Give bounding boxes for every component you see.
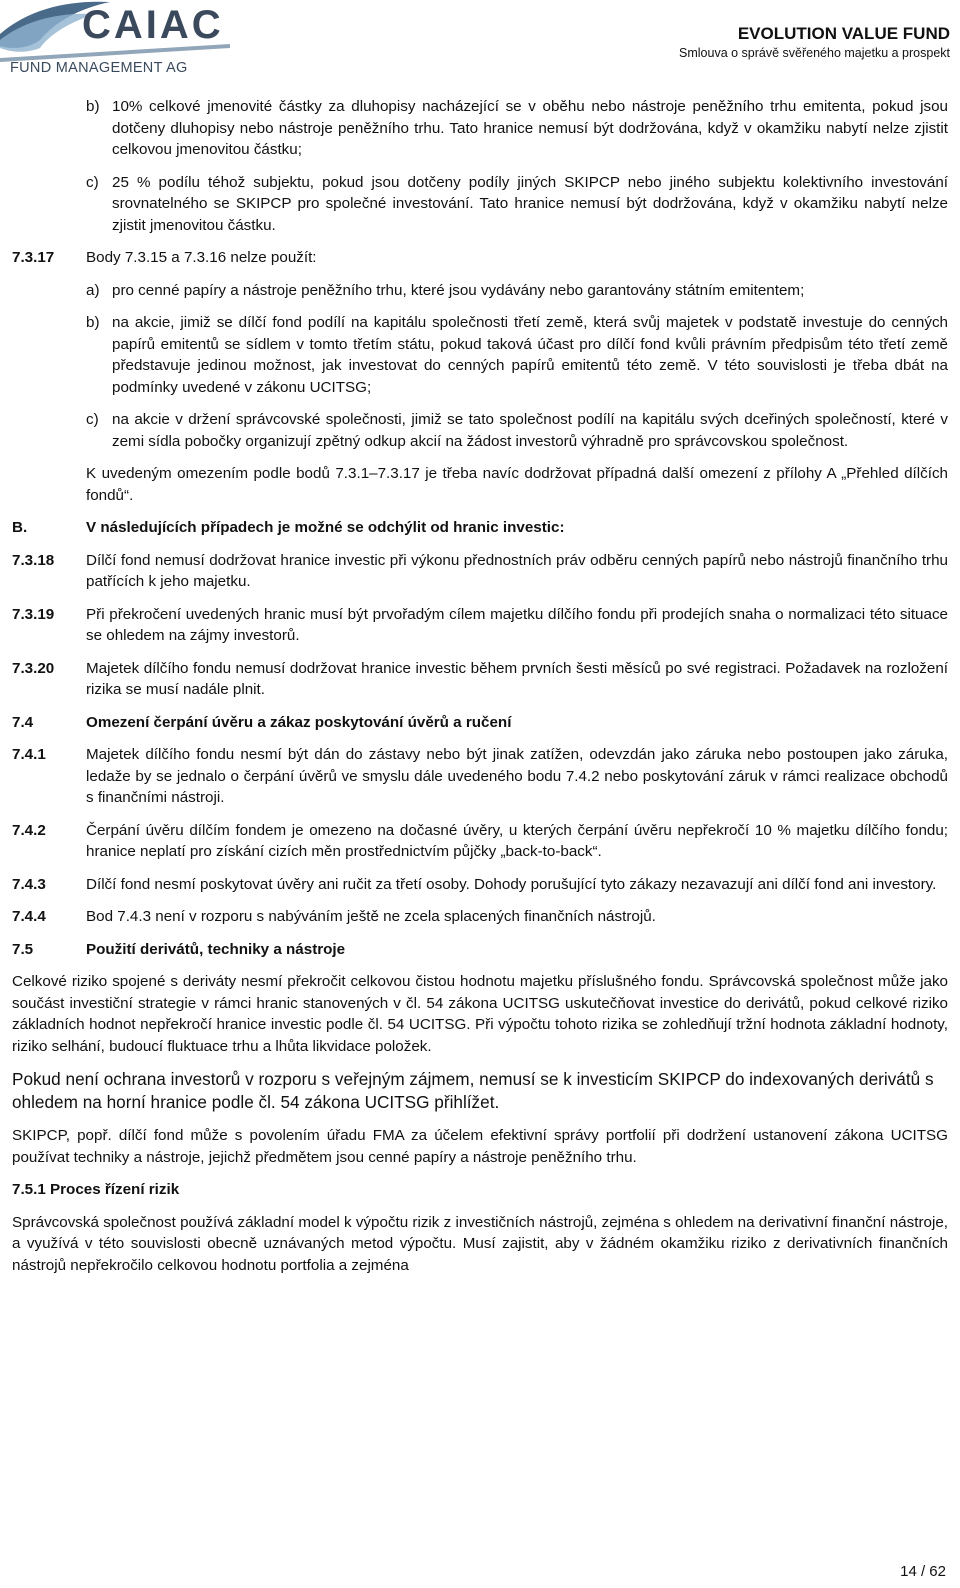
section-7-4-heading: 7.4 Omezení čerpání úvěru a zákaz poskytování úvěrů a ručení [12,713,512,731]
list-item: a) pro cenné papíry a nástroje peněžního trhu, které jsou vydávány nebo garantovány státním emitentem; [86,281,805,299]
section-b-heading: B. V následujících případech je možné se odchýlit od hranic investic: [12,519,565,536]
page-number: 14 / 62 [900,1563,946,1580]
clause-7-4-3: 7.4.3 Dílčí fond nesmí poskytovat úvěry ani ručit za třetí osoby. Dohody porušující tyto zákazy nezavazují ani dílčí fond ani investory. [12,875,937,893]
logo-subtitle: FUND MANAGEMENT AG [10,60,188,76]
logo-text: CAIAC [82,3,224,47]
fund-title: EVOLUTION VALUE FUND [737,24,950,43]
list-item: c) 25 % podílu téhož subjektu, pokud jsou dotčeny podíly jiných SKIPCP nebo jiného subjektu kolektivního investování srovnatelného se SKIPCP pro společné investování. Tato hranice nemusí být dodržována, když v okamžiku nabytí nelze zjistit jmenovitou částku. [86,173,948,234]
clause-7-3-17: 7.3.17 Body 7.3.15 a 7.3.16 nelze použít: [12,249,317,266]
section-7-5-heading: 7.5 Použití derivátů, techniky a nástroje [12,940,346,958]
clause-7-3-18: 7.3.18 Dílčí fond nemusí dodržovat hranice investic při výkonu přednostních práv odběru cenných papírů nebo nástrojů finančního trhu patřících k jeho majetku. [12,551,948,590]
limits-note: K uvedeným omezením podle bodů 7.3.1–7.3.17 je třeba navíc dodržovat případná další omezení z přílohy A „Přehled dílčích fondů“. [86,465,948,504]
company-logo [0,0,230,78]
document-header [679,24,950,60]
clause-7-3-19: 7.3.19 Při překročení uvedených hranic musí být prvořadým cílem majetku dílčího fondu při prodejích snaha o normalizaci této situace se ohledem na zájmy investorů. [12,605,948,644]
list-item: c) na akcie v držení správcovské společnosti, jimiž se tato společnost podílí na kapitálu svých dceřiných společností, které v zemi sídla pobočky organizují zpětný odkup akcií na žádost investorů výhradně pro správcovskou společnost. [86,411,948,450]
section-7-5-1-heading: 7.5.1 Proces řízení rizik [12,1181,180,1198]
document-subtitle: Smlouva o správě svěřeného majetku a prospekt [679,46,950,60]
paragraph: Celkové riziko spojené s deriváty nesmí překročit celkovou čistou hodnotu majetku příslušného fondu. Správcovská společnost může jako součást investiční strategie v rámci hranic stanovených v čl. 54 zákona UCITSG uskutečňovat investice do derivátů, pokud celkové riziko základních hodnot nepřekročí hranice investic podle čl. 54 UCITSG. Při výpočtu tohoto rizika se zohledňují tržní hodnota základní hodnoty, riziko selhání, budoucí fluktuace trhu a lhůta likvidace položek. [12,973,948,1055]
clause-7-4-1: 7.4.1 Majetek dílčího fondu nesmí být dán do zástavy nebo být jinak zatížen, odevzdán jako záruka nebo postoupen jako záruka, ledaže by se jednalo o čerpání úvěrů ve smyslu dále uvedeného bodu 7.4.2 nebo poskytování záruk v rámci realizace obchodů s finančními nástroji. [12,746,948,806]
clause-7-4-4: 7.4.4 Bod 7.4.3 není v rozporu s nabýváním ještě ne zcela splacených finančních nástrojů. [12,908,656,925]
list-item: b) na akcie, jimiž se dílčí fond podílí na kapitálu společnosti třetí země, která svůj majetek v podstatě investuje do cenných papírů emitentů se sídlem v tomto třetím státu, pokud taková účast pro dílčí fond kvůli právním předpisům této třetí země představuje jedinou možnost, jak investovat do cenných papírů emitentů této země. V této souvislosti je třeba dbát na podmínky uvedené v zákonu UCITSG; [86,314,948,396]
paragraph: Pokud není ochrana investorů v rozporu s veřejným zájmem, nemusí se k investicím SKIPCP do indexovaných derivátů s ohledem na horní hranice podle čl. 54 zákona UCITSG přihlížet. [12,1069,934,1112]
paragraph: SKIPCP, popř. dílčí fond může s povolením úřadu FMA za účelem efektivní správy portfolií při dodržení ustanovení zákona UCITSG používat techniky a nástroje, jejichž předmětem jsou cenné papíry a nástroje peněžního trhu. [12,1127,948,1166]
paragraph: Správcovská společnost používá základní model k výpočtu rizik z investičních nástrojů, zejména s ohledem na derivativní finanční nástroje, a využívá v této souvislosti obecně uznávaných metod výpočtu. Musí zajistit, aby v žádném okamžiku riziko z derivativních finančních nástrojů nepřekročilo celkovou hodnotu portfolia a zejména [12,1213,948,1274]
clause-7-4-2: 7.4.2 Čerpání úvěru dílčím fondem je omezeno na dočasné úvěry, u kterých čerpání úvěru nepřekročí 10 % majetku dílčího fondu; hranice neplatí pro získání cizích měn prostřednictvím půjčky „back-to-back“. [12,821,948,860]
document-body [12,96,948,1287]
list-item: b) 10% celkové jmenovité částky za dluhopisy nacházející se v oběhu nebo nástroje peněžního trhu emitenta, pokud jsou dotčeny dluhopisy nebo nástroje peněžního trhu. Tato hranice nemusí být dodržována, když v okamžiku nabytí nelze zjistit celkovou jmenovitou částku; [86,98,948,158]
clause-7-3-20: 7.3.20 Majetek dílčího fondu nemusí dodržovat hranice investic během prvních šesti měsíců po své registraci. Požadavek na rozložení rizika se musí nadále plnit. [12,659,948,698]
